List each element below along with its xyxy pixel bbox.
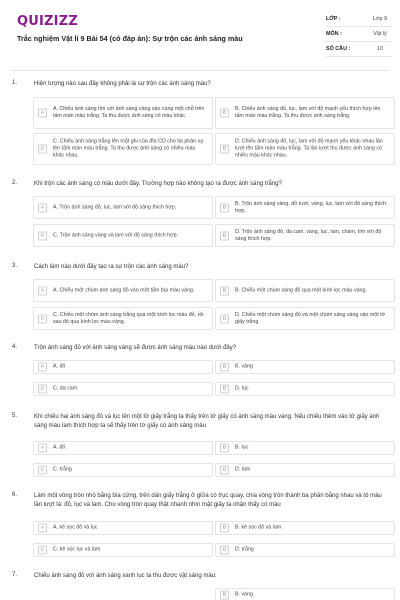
question-text: Chiếu ánh sáng đỏ với ánh sáng xanh lục ta thu được vật sáng màu: (34, 573, 217, 579)
option-d[interactable] (215, 133, 395, 165)
option-letter: C (38, 231, 47, 240)
option-b[interactable] (215, 360, 395, 374)
option-text: B. kẻ sọc đỏ và lam (235, 524, 282, 531)
option-text: D. lục (235, 385, 249, 392)
option-text: A. đỏ (53, 444, 66, 451)
option-text: D. lam (235, 466, 251, 473)
option-letter: C (38, 546, 47, 555)
question-number: 3. (12, 263, 18, 269)
option-text: D. Chiếu một chùm sáng đỏ và một chùm sáng vàng vào một tờ giấy trắng. (235, 311, 386, 325)
option-letter: C (38, 466, 47, 475)
question-number: 4. (12, 344, 18, 350)
option-text: A. Chiếu ánh sáng tím với ánh sáng vàng vào cùng một chỗ trên tấm màn màu trắng. Ta thu được ánh sáng có màu khác. (53, 106, 205, 119)
option-letter: B (220, 444, 229, 453)
option-letter: C (38, 145, 47, 154)
option-c[interactable] (33, 543, 213, 557)
question-2 (12, 180, 392, 250)
option-text: C. da cam (53, 385, 78, 392)
question-text: Trộn ánh sáng đỏ với ánh sáng vàng sẽ được ánh sáng màu nào dưới đây? (34, 345, 237, 351)
option-text: D. trắng (235, 546, 254, 553)
option-text: A. kẻ sọc đỏ và lục (53, 524, 98, 531)
question-number: 1. (12, 80, 18, 86)
option-text: B. vàng (235, 591, 253, 598)
question-number: 5. (12, 413, 18, 419)
option-letter: B (220, 524, 229, 533)
question-6 (12, 492, 392, 560)
option-letter: C (38, 314, 47, 323)
question-3 (12, 263, 392, 333)
meta-label: MÔN : (326, 31, 342, 37)
option-b[interactable] (215, 588, 395, 600)
option-b[interactable] (215, 97, 395, 129)
question-text: Khi trộn các ánh sáng có màu dưới đây. Trường hợp nào không tạo ra được ánh sáng trắng? (34, 181, 282, 187)
option-d[interactable] (215, 307, 395, 330)
option-b[interactable] (215, 196, 395, 219)
option-letter: B (220, 203, 229, 212)
option-a[interactable] (33, 521, 213, 535)
option-b[interactable] (215, 441, 395, 455)
question-number: 6. (12, 492, 18, 498)
header-divider (10, 70, 390, 71)
option-text: C. Chiếu ánh sáng trắng lên mặt ghi của đĩa CD cho tia phản xạ lên tấm màn màu trắng. Ta thu được ánh sáng có nhiều màu khác nhau. (53, 138, 204, 159)
option-letter: B (220, 109, 229, 118)
option-letter: A (38, 203, 47, 212)
meta-value: 10 (377, 46, 383, 52)
question-1 (12, 80, 392, 170)
option-letter: D (220, 466, 229, 475)
option-a[interactable] (33, 196, 213, 219)
question-number: 2. (12, 180, 18, 186)
meta-row-count (326, 42, 392, 57)
question-number: 7. (12, 572, 18, 578)
option-letter: B (220, 591, 229, 600)
option-d[interactable] (215, 224, 395, 247)
option-c[interactable] (33, 224, 213, 247)
option-text: C. Chiếu một chùm ánh sáng trắng qua một kính lọc màu đỏ, rồi sau đó qua kính lọc màu vàng. (53, 311, 204, 325)
option-d[interactable] (215, 463, 395, 477)
option-letter: A (38, 444, 47, 453)
meta-value: Lớp 9 (372, 16, 388, 22)
option-letter: A (38, 109, 47, 118)
option-c[interactable] (33, 463, 213, 477)
option-text: D. Chiếu ánh sáng đỏ, lục, lam với độ mạnh yếu khác nhau lần lượt lên tấm màn màu trắng. Ta lần lượt thu được ánh sáng có nhiều màu khác nhau. (235, 138, 383, 159)
option-b[interactable] (215, 279, 395, 302)
option-c[interactable] (33, 307, 213, 330)
option-text: A. Chiếu một chùm ánh sáng đỏ vào một tấm bìa màu vàng. (53, 287, 195, 293)
option-text: C. kẻ sọc lục và lam (53, 546, 101, 553)
option-text: B. Chiếu một chùm sáng đỏ qua một kính lọc màu vàng. (235, 287, 367, 293)
option-text: B. Trộn ánh sáng vàng, đỏ tươi, vàng, lục, lam với độ sáng thích hợp. (235, 200, 386, 214)
meta-table (326, 12, 392, 57)
option-letter: A (38, 363, 47, 372)
option-text: A. đỏ (53, 363, 66, 370)
question-5 (12, 413, 392, 479)
option-text: B. lục (235, 444, 249, 451)
option-letter: A (38, 286, 47, 295)
option-letter: D (220, 231, 229, 240)
option-a[interactable] (33, 97, 213, 129)
option-b[interactable] (215, 521, 395, 535)
meta-label: SỐ CÂU : (326, 46, 351, 52)
option-letter: C (38, 385, 47, 394)
option-text: B. vàng (235, 363, 253, 370)
option-letter: D (220, 145, 229, 154)
question-text: Làm một vòng tròn nhỏ bằng bìa cứng, trên dán giấy trắng ở giữa có trục quay, chia vòng tròn thành ba phần bằng nhau và tô màu lần lượt là: đỏ, lục và lam. Cho vòng tròn quay thật nhanh nhìn mặt giấy ta nhận thấy có màu (34, 493, 382, 508)
page-title: Trắc nghiệm Vật lí 9 Bài 54 (có đáp án): Sự trộn các ánh sáng màu (17, 34, 243, 43)
meta-row-grade (326, 12, 392, 27)
option-a[interactable] (33, 279, 213, 302)
question-4 (12, 344, 392, 399)
question-text: Khi chiếu hai ánh sáng đỏ và lục lên một tờ giấy trắng ta thấy trên tờ giấy có ánh sáng màu vàng. Nếu chiếu thêm vào tờ giấy ánh sáng màu lam thích hợp ta sẽ thấy trên tờ giấy có ánh sáng màu (34, 414, 380, 429)
question-7 (12, 572, 392, 600)
option-d[interactable] (215, 543, 395, 557)
option-letter: B (220, 286, 229, 295)
option-letter: D (220, 385, 229, 394)
meta-label: LỚP : (326, 16, 341, 22)
option-letter: A (38, 524, 47, 533)
option-c[interactable] (33, 382, 213, 396)
meta-row-subject (326, 27, 392, 42)
option-letter: D (220, 546, 229, 555)
question-text: Cách làm nào dưới đây tạo ra sự trộn các ánh sáng màu? (34, 264, 189, 270)
option-c[interactable] (33, 133, 213, 165)
option-text: B. Chiếu ánh sáng đỏ, lục, lam với độ mạnh yếu thích hợp lên tấm màn màu trắng. Ta thu được ánh sáng trắng. (235, 106, 381, 119)
option-a[interactable] (33, 441, 213, 455)
question-text: Hiện tượng nào sau đây không phải là sự trộn các ánh sáng màu? (34, 81, 211, 87)
option-letter: D (220, 314, 229, 323)
header (0, 0, 400, 68)
meta-value: Vật lý (373, 31, 387, 37)
option-text: C. trắng (53, 466, 72, 473)
option-a[interactable] (33, 360, 213, 374)
option-letter: B (220, 363, 229, 372)
option-text: C. Trộn ánh sáng vàng và lam với độ sáng thích hợp. (53, 232, 179, 238)
quizizz-logo: QUIZIZZ (17, 14, 78, 29)
option-text: D. Trộn ánh sáng đỏ, da cam, vàng, lục, lam, chàm, tím với độ sáng thích hợp. (235, 228, 382, 242)
option-d[interactable] (215, 382, 395, 396)
option-text: A. Trộn ánh sáng đỏ, lục, lam với độ sáng thích hợp. (53, 204, 177, 210)
